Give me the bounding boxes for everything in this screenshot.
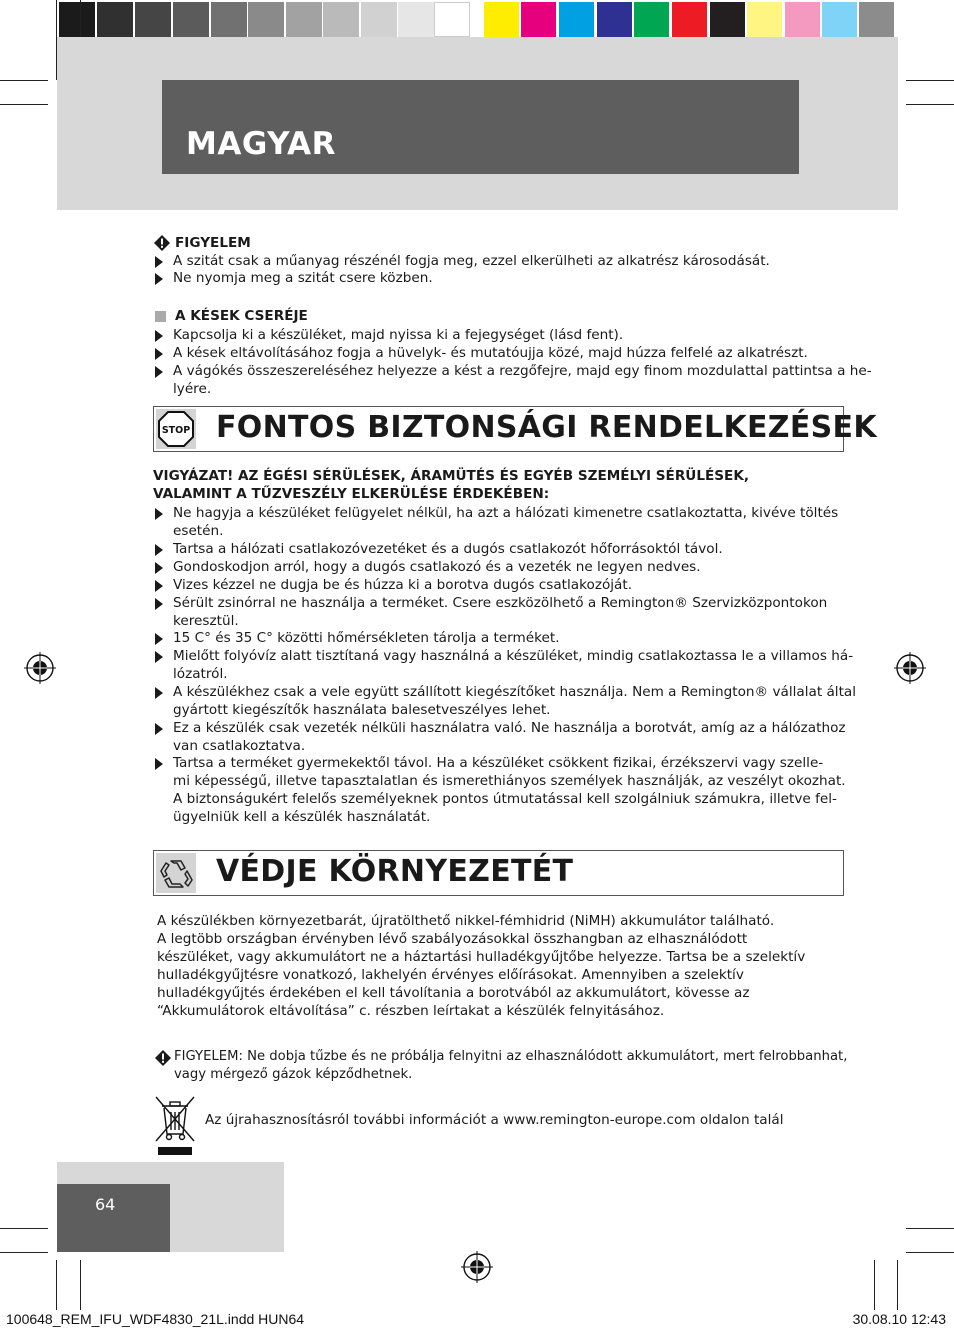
color-swatch	[398, 2, 434, 37]
bullet-arrow-icon	[155, 723, 163, 735]
bullet-arrow-icon	[155, 348, 163, 360]
svg-text:STOP: STOP	[161, 425, 191, 436]
safety-item: A készülékhez csak a vele együtt szállított kiegészítőket használja. Nem a Remington® vállalat által	[173, 684, 857, 700]
warning-heading: FIGYELEM	[175, 235, 251, 251]
bullet-arrow-icon	[155, 366, 163, 378]
safety-item-cont: van csatlakoztatva.	[173, 738, 306, 754]
color-swatch	[859, 2, 894, 37]
warning-icon	[155, 1050, 171, 1066]
color-swatch	[135, 2, 171, 37]
safety-item: Gondoskodjon arról, hogy a dugós csatlakozó és a vezeték ne legyen nedves.	[173, 559, 701, 575]
color-swatch	[597, 2, 632, 37]
bullet-arrow-icon	[155, 598, 163, 610]
safety-item-cont: keresztül.	[173, 613, 239, 629]
safety-item: 15 C° és 35 C° közötti hőmérsékleten tárolja a terméket.	[173, 630, 560, 646]
environment-warning-line: FIGYELEM: Ne dobja tűzbe és ne próbálja felnyitni az elhasználódott akkumulátort, mert felrobbanhat,	[174, 1049, 848, 1064]
recycle-icon	[156, 853, 196, 893]
safety-item-cont: esetén.	[173, 523, 224, 539]
blades-item: Kapcsolja ki a készüléket, majd nyissa ki a fejegységet (lásd fent).	[173, 327, 624, 343]
color-swatch	[710, 2, 745, 37]
color-swatch	[521, 2, 556, 37]
bullet-arrow-icon	[155, 273, 163, 285]
safety-item: Mielőtt folyóvíz alatt tisztítaná vagy használná a készüléket, mindig csatlakoztassa le a villamos há-	[173, 648, 854, 664]
safety-section-header	[153, 406, 877, 452]
bullet-arrow-icon	[155, 758, 163, 770]
bullet-arrow-icon	[155, 633, 163, 645]
safety-item: Vizes kézzel ne dugja be és húzza ki a borotva dugós csatlakozóját.	[173, 577, 633, 593]
stop-icon-box	[156, 409, 196, 449]
color-swatch	[785, 2, 820, 37]
safety-item: Sérült zsinórral ne használja a terméket. Csere eszközölhető a Remington® Szervizközpontokon	[173, 595, 828, 611]
color-swatch	[361, 2, 397, 37]
environment-paragraph-line: A készülékben környezetbarát, újratölthető nikkel-fémhidrid (NiMH) akkumulátor található.	[157, 913, 775, 929]
registration-mark-icon	[461, 1251, 493, 1283]
bullet-arrow-icon	[155, 580, 163, 592]
header-box	[162, 80, 799, 174]
safety-item-cont: lózatról.	[173, 666, 228, 682]
bullet-arrow-icon	[155, 508, 163, 520]
safety-item: Ne hagyja a készüléket felügyelet nélkül, ha azt a hálózati kimenetre csatlakoztatta, kivéve töltés	[173, 505, 839, 521]
color-swatch	[211, 2, 247, 37]
page-number: 64	[95, 1195, 116, 1214]
safety-item: Ez a készülék csak vezeték nélküli használatra való. Ne használja a borotvát, amíg az a hálózathoz	[173, 720, 846, 736]
color-swatch	[634, 2, 669, 37]
blades-item-cont: lyére.	[173, 381, 212, 397]
section-square-icon	[155, 311, 166, 322]
page-number-box	[57, 1184, 170, 1252]
color-swatch	[434, 2, 470, 37]
bullet-arrow-icon	[155, 330, 163, 342]
environment-paragraph-line: készüléket, vagy akkumulátort ne a háztartási hulladékgyűjtőbe helyezze. Tartsa be a szelektív	[157, 949, 806, 965]
footer-date: 30.08.10 12:43	[852, 1311, 946, 1327]
environment-warning-line: vagy mérgező gázok képződhetnek.	[174, 1067, 413, 1082]
environment-section-header	[153, 850, 844, 896]
safety-item-cont: gyártott kiegészítők használata balesetveszélyes lehet.	[173, 702, 551, 718]
footer-file-info: 100648_REM_IFU_WDF4830_21L.indd HUN64	[6, 1311, 305, 1327]
safety-item: Tartsa a terméket gyermekektől távol. Ha a készüléket csökkent fizikai, érzékszervi vagy szelle-	[173, 755, 824, 771]
color-swatch	[672, 2, 707, 37]
environment-paragraph-line: hulladékgyűjtés érdekében el kell távolítania a borotvából az akkumulátort, kövesse az	[157, 985, 750, 1001]
safety-item-cont: A biztonságukért felelős személyeknek pontos útmutatással kell szolgálniuk számukra, illetve fel-	[173, 791, 837, 807]
color-swatch	[248, 2, 284, 37]
color-swatch	[97, 2, 133, 37]
color-swatch	[822, 2, 857, 37]
color-swatch	[559, 2, 594, 37]
bullet-arrow-icon	[155, 651, 163, 663]
warning-item: A szitát csak a műanyag részénél fogja meg, ezzel elkerülheti az alkatrész károsodását.	[173, 253, 770, 269]
blades-item: A vágókés összeszereléséhez helyezze a kést a rezgőfejre, majd egy finom mozdulattal pattintsa a he-	[173, 363, 872, 379]
color-swatch	[484, 2, 519, 37]
registration-mark-icon	[894, 652, 926, 684]
color-swatch	[286, 2, 322, 37]
blades-heading: A KÉSEK CSERÉJE	[175, 308, 308, 324]
environment-title: VÉDJE KÖRNYEZETÉT	[216, 854, 574, 889]
environment-paragraph-line: “Akkumulátorok eltávolítása” c. részben leírtakat a készülék felnyitásához.	[157, 1003, 665, 1019]
safety-warning-line: VALAMINT A TŰZVESZÉLY ELKERÜLÉSE ÉRDEKÉBEN:	[153, 486, 550, 502]
recycle-icon-box	[156, 853, 196, 893]
environment-paragraph-line: A legtöbb országban érvényben lévő szabályozásokkal összhangban az elhasználódott	[157, 931, 748, 947]
registration-mark-icon	[24, 652, 56, 684]
safety-item-cont: mi képességű, illetve tapasztalatlan és ismerethiányos személyek használják, az veszélyt okozhat.	[173, 773, 846, 789]
bullet-arrow-icon	[155, 256, 163, 268]
crossed-out-bin-icon	[153, 1094, 197, 1156]
recycle-info-text: Az újrahasznosításról további információt a www.remington-europe.com oldalon talál	[205, 1112, 784, 1128]
bullet-arrow-icon	[155, 687, 163, 699]
color-swatch	[323, 2, 359, 37]
stop-icon	[156, 409, 196, 449]
safety-warning-line: VIGYÁZAT! AZ ÉGÉSI SÉRÜLÉSEK, ÁRAMÜTÉS ÉS EGYÉB SZEMÉLYI SÉRÜLÉSEK,	[153, 468, 750, 484]
blades-item: A kések eltávolításához fogja a hüvelyk- és mutatóujja közé, majd húzza felfelé az alkatrészt.	[173, 345, 808, 361]
warning-icon	[154, 235, 170, 251]
color-swatch	[747, 2, 782, 37]
bullet-arrow-icon	[155, 544, 163, 556]
bullet-arrow-icon	[155, 562, 163, 574]
safety-title: FONTOS BIZTONSÁGI RENDELKEZÉSEK	[216, 410, 877, 445]
safety-item: Tartsa a hálózati csatlakozóvezetéket és a dugós csatlakozót hőforrásoktól távol.	[173, 541, 723, 557]
warning-item: Ne nyomja meg a szitát csere közben.	[173, 270, 433, 286]
color-swatch	[173, 2, 209, 37]
safety-item-cont: ügyelniük kell a készülék használatát.	[173, 809, 431, 825]
page-title: MAGYAR	[186, 126, 336, 162]
environment-paragraph-line: hulladékgyűjtésre vonatkozó, lakhelyén érvényes előírásokat. Amennyiben a szelektív	[157, 967, 744, 983]
color-swatch	[59, 2, 95, 37]
